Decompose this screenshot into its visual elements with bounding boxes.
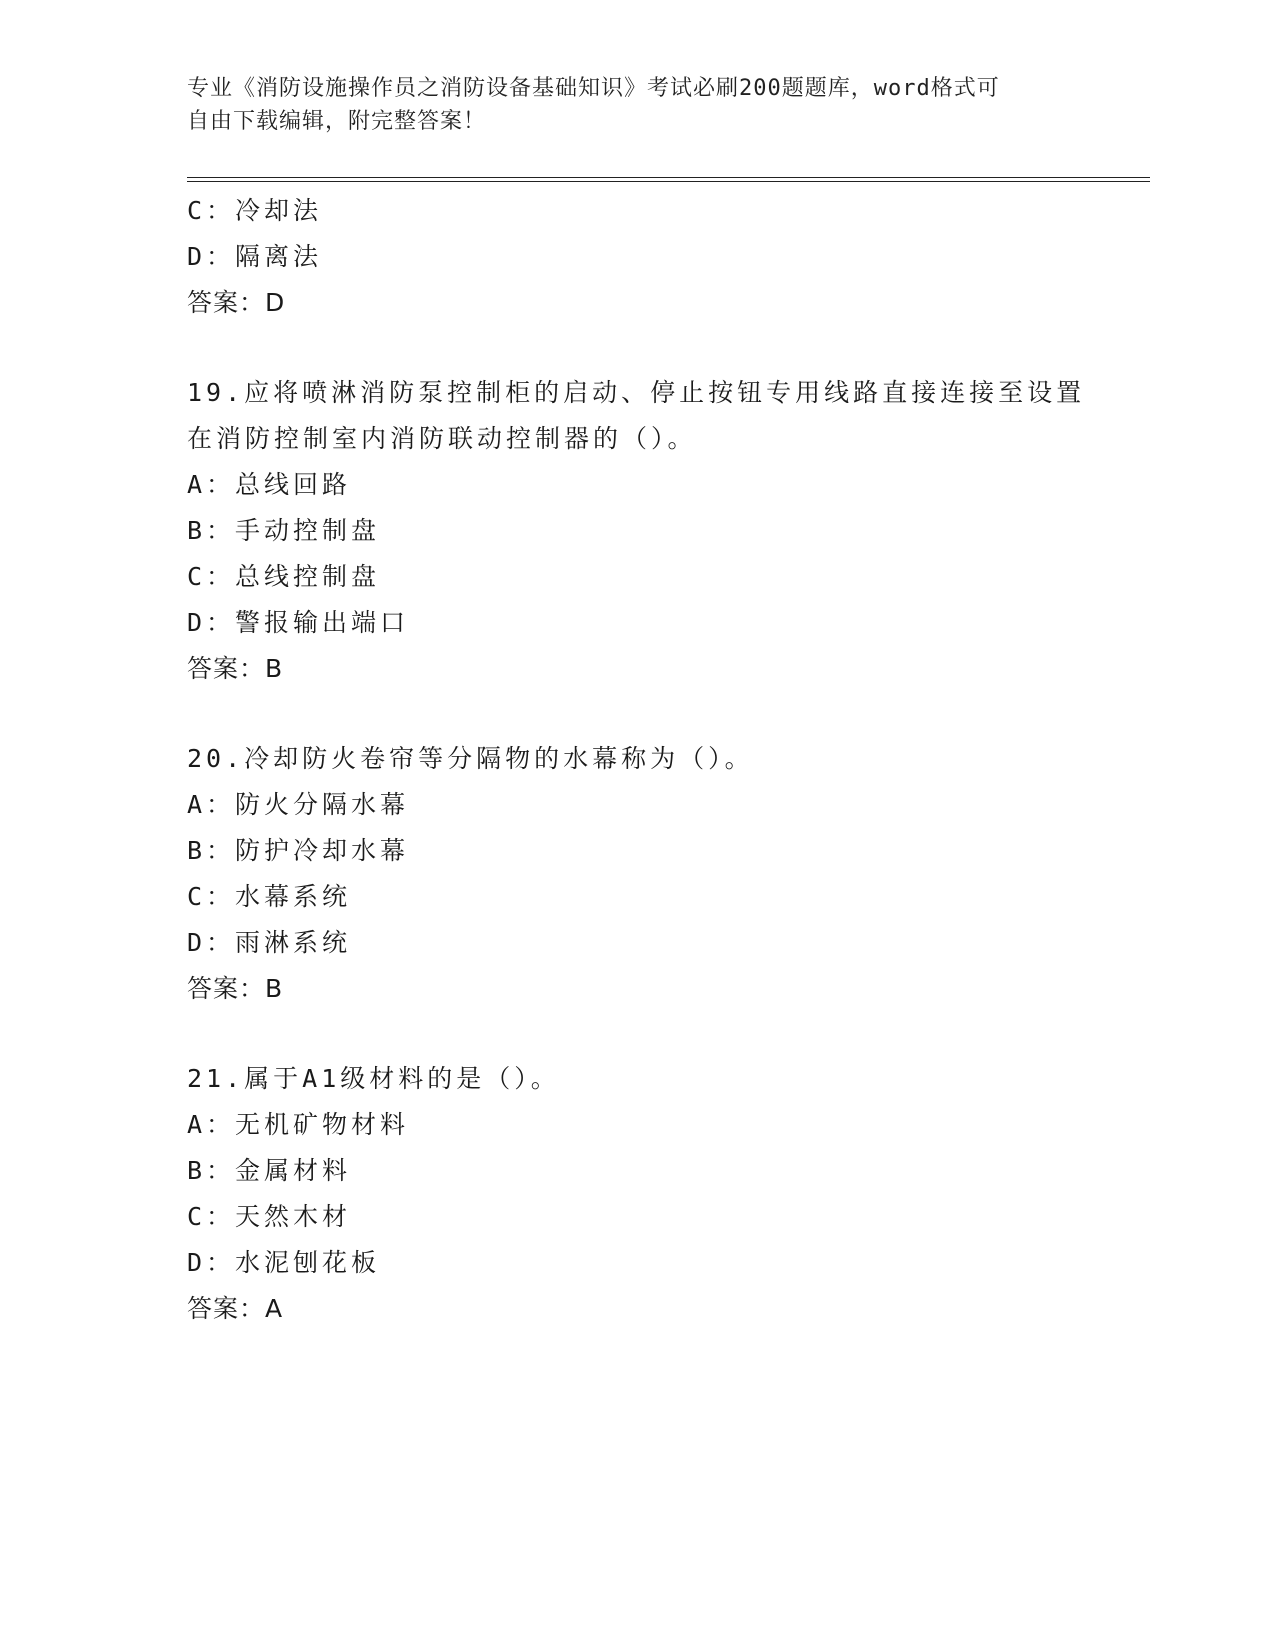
question-stem-line: 在消防控制室内消防联动控制器的（）。 bbox=[187, 424, 697, 453]
answer-line: 答案：D bbox=[187, 288, 286, 317]
answer-line: 答案：A bbox=[187, 1294, 284, 1323]
header-title-line-1: 专业《消防设施操作员之消防设备基础知识》考试必刷200题题库，word格式可 bbox=[187, 76, 1000, 101]
question-19 bbox=[187, 370, 1087, 692]
spacer bbox=[187, 692, 1087, 736]
question-21 bbox=[187, 1056, 1087, 1332]
option-b: B：金属材料 bbox=[187, 1156, 352, 1185]
spacer bbox=[187, 326, 1087, 370]
option-a: A：防火分隔水幕 bbox=[187, 790, 410, 819]
answer-line: 答案：B bbox=[187, 974, 284, 1003]
option-d: D：水泥刨花板 bbox=[187, 1248, 381, 1277]
question-stem-line: 19.应将喷淋消防泵控制柜的启动、停止按钮专用线路直接连接至设置 bbox=[187, 378, 1086, 407]
question-20 bbox=[187, 736, 1087, 1012]
option-d: D：警报输出端口 bbox=[187, 608, 410, 637]
option-b: B：防护冷却水幕 bbox=[187, 836, 410, 865]
document-header bbox=[187, 72, 1087, 138]
option-a: A：总线回路 bbox=[187, 470, 352, 499]
option-d: D：雨淋系统 bbox=[187, 928, 352, 957]
option-c: C：天然木材 bbox=[187, 1202, 352, 1231]
spacer bbox=[187, 1012, 1087, 1056]
option-a: A：无机矿物材料 bbox=[187, 1110, 410, 1139]
header-title-line-2: 自由下载编辑，附完整答案！ bbox=[187, 109, 487, 134]
option-c: C：水幕系统 bbox=[187, 882, 352, 911]
header-divider-top bbox=[187, 177, 1150, 178]
option-c: C：总线控制盘 bbox=[187, 562, 381, 591]
option-c: C：冷却法 bbox=[187, 196, 323, 225]
option-d: D：隔离法 bbox=[187, 242, 323, 271]
question-list bbox=[187, 188, 1087, 1332]
question-stem-line: 21.属于A1级材料的是（）。 bbox=[187, 1064, 560, 1093]
answer-line: 答案：B bbox=[187, 654, 284, 683]
question-stem-line: 20.冷却防火卷帘等分隔物的水幕称为（）。 bbox=[187, 744, 754, 773]
header-divider-bottom bbox=[187, 181, 1150, 182]
question-18-continuation bbox=[187, 188, 1087, 326]
option-b: B：手动控制盘 bbox=[187, 516, 381, 545]
